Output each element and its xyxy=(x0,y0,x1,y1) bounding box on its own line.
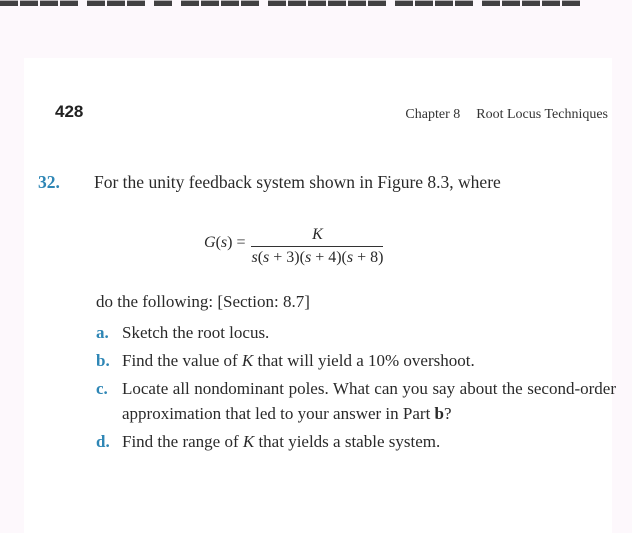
equation-numerator: K xyxy=(312,226,323,243)
part-d xyxy=(96,429,616,454)
problem-number: 32. xyxy=(38,172,60,192)
chapter-label: Chapter 8 xyxy=(405,107,461,122)
equation-denominator: s(s + 3)(s + 4)(s + 8) xyxy=(251,246,383,267)
textbook-page xyxy=(24,58,616,533)
part-c xyxy=(96,376,616,426)
part-label: b. xyxy=(96,351,110,370)
problem-parts xyxy=(96,320,616,457)
part-text: Find the value of K that will yield a 10% overshoot. xyxy=(122,351,475,370)
page-number: 428 xyxy=(55,102,84,121)
running-head xyxy=(405,107,608,123)
chapter-title: Root Locus Techniques xyxy=(476,107,608,122)
equation-lhs: G(s) = xyxy=(204,233,246,251)
part-label: a. xyxy=(96,323,109,342)
problem-32 xyxy=(38,170,598,194)
problem-instruction: do the following: [Section: 8.7] xyxy=(96,292,310,311)
problem-stem xyxy=(38,170,598,194)
part-text: Locate all nondominant poles. What can you say about the second-order approximation that led to your answer in Part b? xyxy=(122,379,616,423)
transfer-function-equation xyxy=(204,226,383,267)
part-b xyxy=(96,348,616,373)
equation-fraction xyxy=(251,226,383,267)
part-label: c. xyxy=(96,379,108,398)
part-text: Sketch the root locus. xyxy=(122,323,270,342)
part-label: d. xyxy=(96,432,110,451)
part-text: Find the range of K that yields a stable system. xyxy=(122,432,441,451)
part-a xyxy=(96,320,616,345)
problem-stem-text: For the unity feedback system shown in Figure 8.3, where xyxy=(94,172,501,192)
cropped-previous-text xyxy=(0,0,632,6)
